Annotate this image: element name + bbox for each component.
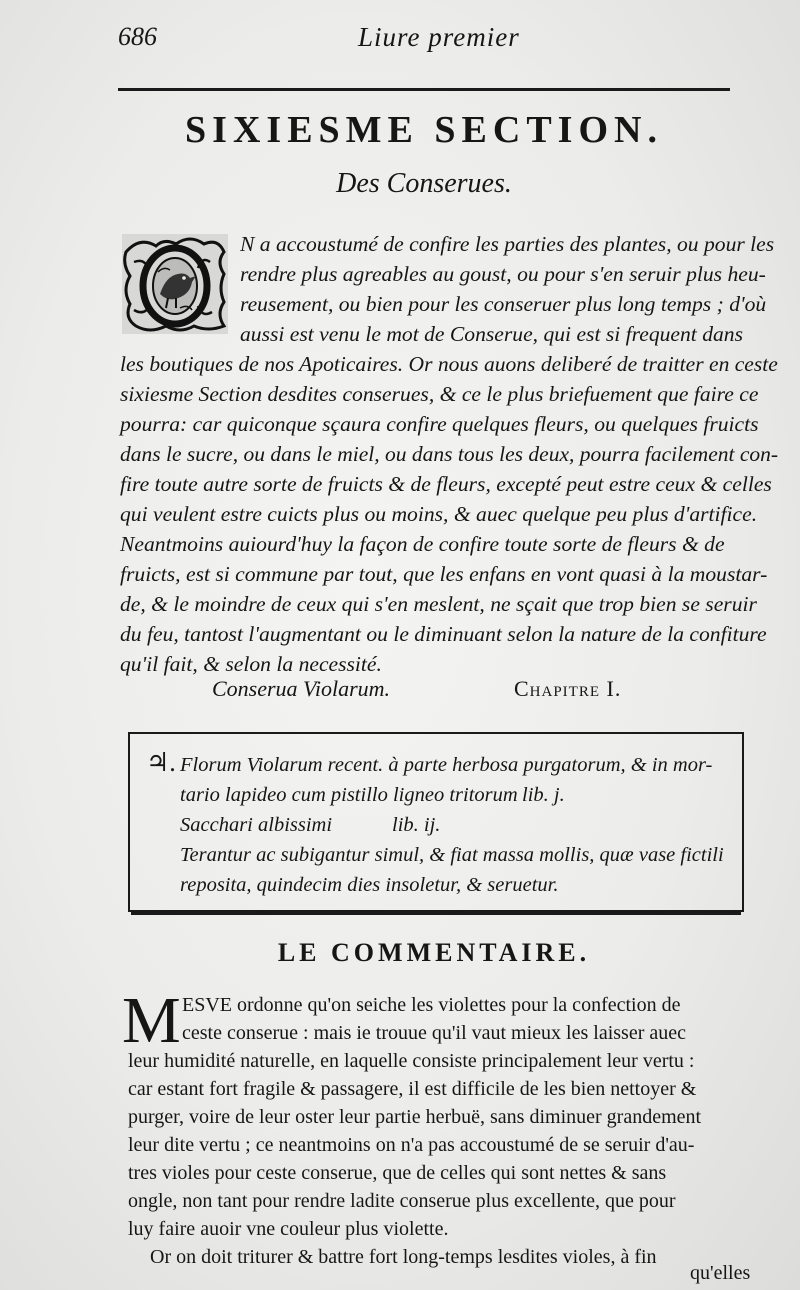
commentary-line: ESVE ordonne qu'on seiche les violettes pour la confection de	[182, 994, 681, 1016]
commentary-line: tres violes pour ceste conserue, que de celles qui sont nettes & sans	[128, 1162, 667, 1184]
intro-line: fruicts, est si commune par tout, que les enfans en vont quasi à la moustar-	[120, 562, 768, 586]
chapter-name: Conserua Violarum.	[212, 676, 391, 701]
intro-line: dans le sucre, ou dans le miel, ou dans tous les deux, pourra facilement con-	[120, 442, 779, 466]
recipe-box	[128, 732, 744, 912]
recipe-line: tario lapideo cum pistillo ligneo tritorum	[180, 784, 518, 806]
chapter-label: Chapitre I.	[514, 676, 622, 701]
recipe-line: Florum Violarum recent. à parte herbosa purgatorum, & in mor-	[180, 754, 713, 776]
recipe-line: Terantur ac subigantur simul, & fiat massa mollis, quæ vase fictili	[180, 844, 724, 866]
recipe-quantity: lib. j.	[522, 784, 565, 806]
header-rule	[118, 88, 730, 91]
bird-vignette-icon	[120, 232, 230, 336]
intro-line: les boutiques de nos Apoticaires. Or nous auons deliberé de traitter en ceste	[120, 352, 778, 376]
commentary-line: luy faire auoir vne couleur plus violette.	[128, 1218, 449, 1240]
intro-line: aussi est venu le mot de Conserue, qui est si frequent dans	[240, 322, 743, 346]
commentary-line: leur dite vertu ; ce neantmoins on n'a pas accoustumé de se seruir d'au-	[128, 1134, 695, 1156]
intro-line: de, & le moindre de ceux qui s'en meslent, ne sçait que trop bien se seruir	[120, 592, 757, 616]
intro-line: N a accoustumé de confire les parties des plantes, ou pour les	[240, 232, 775, 256]
intro-line: qu'il fait, & selon la necessité.	[120, 652, 382, 676]
section-title: SIXIESME SECTION.	[185, 109, 663, 151]
running-head	[118, 18, 730, 54]
recipe-line: Sacchari albissimi	[180, 814, 333, 836]
running-title: Liure premier	[358, 22, 520, 52]
intro-line: reusement, ou bien pour les conseruer plus long temps ; d'où	[240, 292, 767, 316]
commentary-line: leur humidité naturelle, en laquelle consiste principalement leur vertu :	[128, 1050, 695, 1072]
intro-line: Neantmoins auiourd'huy la façon de confire toute sorte de fleurs & de	[120, 532, 725, 556]
intro-line: fire toute autre sorte de fruicts & de fleurs, excepté peut estre ceux & celles	[120, 472, 772, 496]
commentary-dropcap: M	[122, 984, 181, 1057]
commentary-line: purger, voire de leur oster leur partie herbuë, sans diminuer grandement	[128, 1106, 702, 1128]
intro-line: du feu, tantost l'augmentant ou le diminuant selon la nature de la confiture	[120, 622, 767, 646]
commentary-line: ongle, non tant pour rendre ladite conserue plus excellente, que pour	[128, 1190, 676, 1212]
commentary-title: LE COMMENTAIRE.	[277, 938, 591, 967]
section-subtitle: Des Conserues.	[336, 168, 512, 199]
intro-line: sixiesme Section desdites conserues, & ce le plus briefuement que faire ce	[120, 382, 759, 406]
page-number: 686	[118, 22, 157, 51]
commentary-line: Or on doit triturer & battre fort long-temps lesdites violes, à fin	[150, 1246, 657, 1268]
intro-line: rendre plus agreables au goust, ou pour s'en seruir plus heu-	[240, 262, 766, 286]
commentary-line: ceste conserue : mais ie trouue qu'il vaut mieux les laisser auec	[182, 1022, 686, 1044]
ornamental-dropcap	[120, 232, 230, 336]
intro-line: qui veulent estre cuicts plus ou moins, & auec quelque peu plus d'artifice.	[120, 502, 758, 526]
recipe-line: reposita, quindecim dies insoletur, & seruetur.	[180, 874, 559, 896]
jupiter-symbol-icon: ♃.	[146, 748, 176, 777]
catchword: qu'elles	[690, 1262, 751, 1284]
commentary-line: car estant fort fragile & passagere, il est difficile de les bien nettoyer &	[128, 1078, 697, 1100]
recipe-quantity: lib. ij.	[392, 814, 441, 836]
intro-line: pourra: car quiconque sçaura confire quelques fleurs, ou quelques fruicts	[120, 412, 759, 436]
